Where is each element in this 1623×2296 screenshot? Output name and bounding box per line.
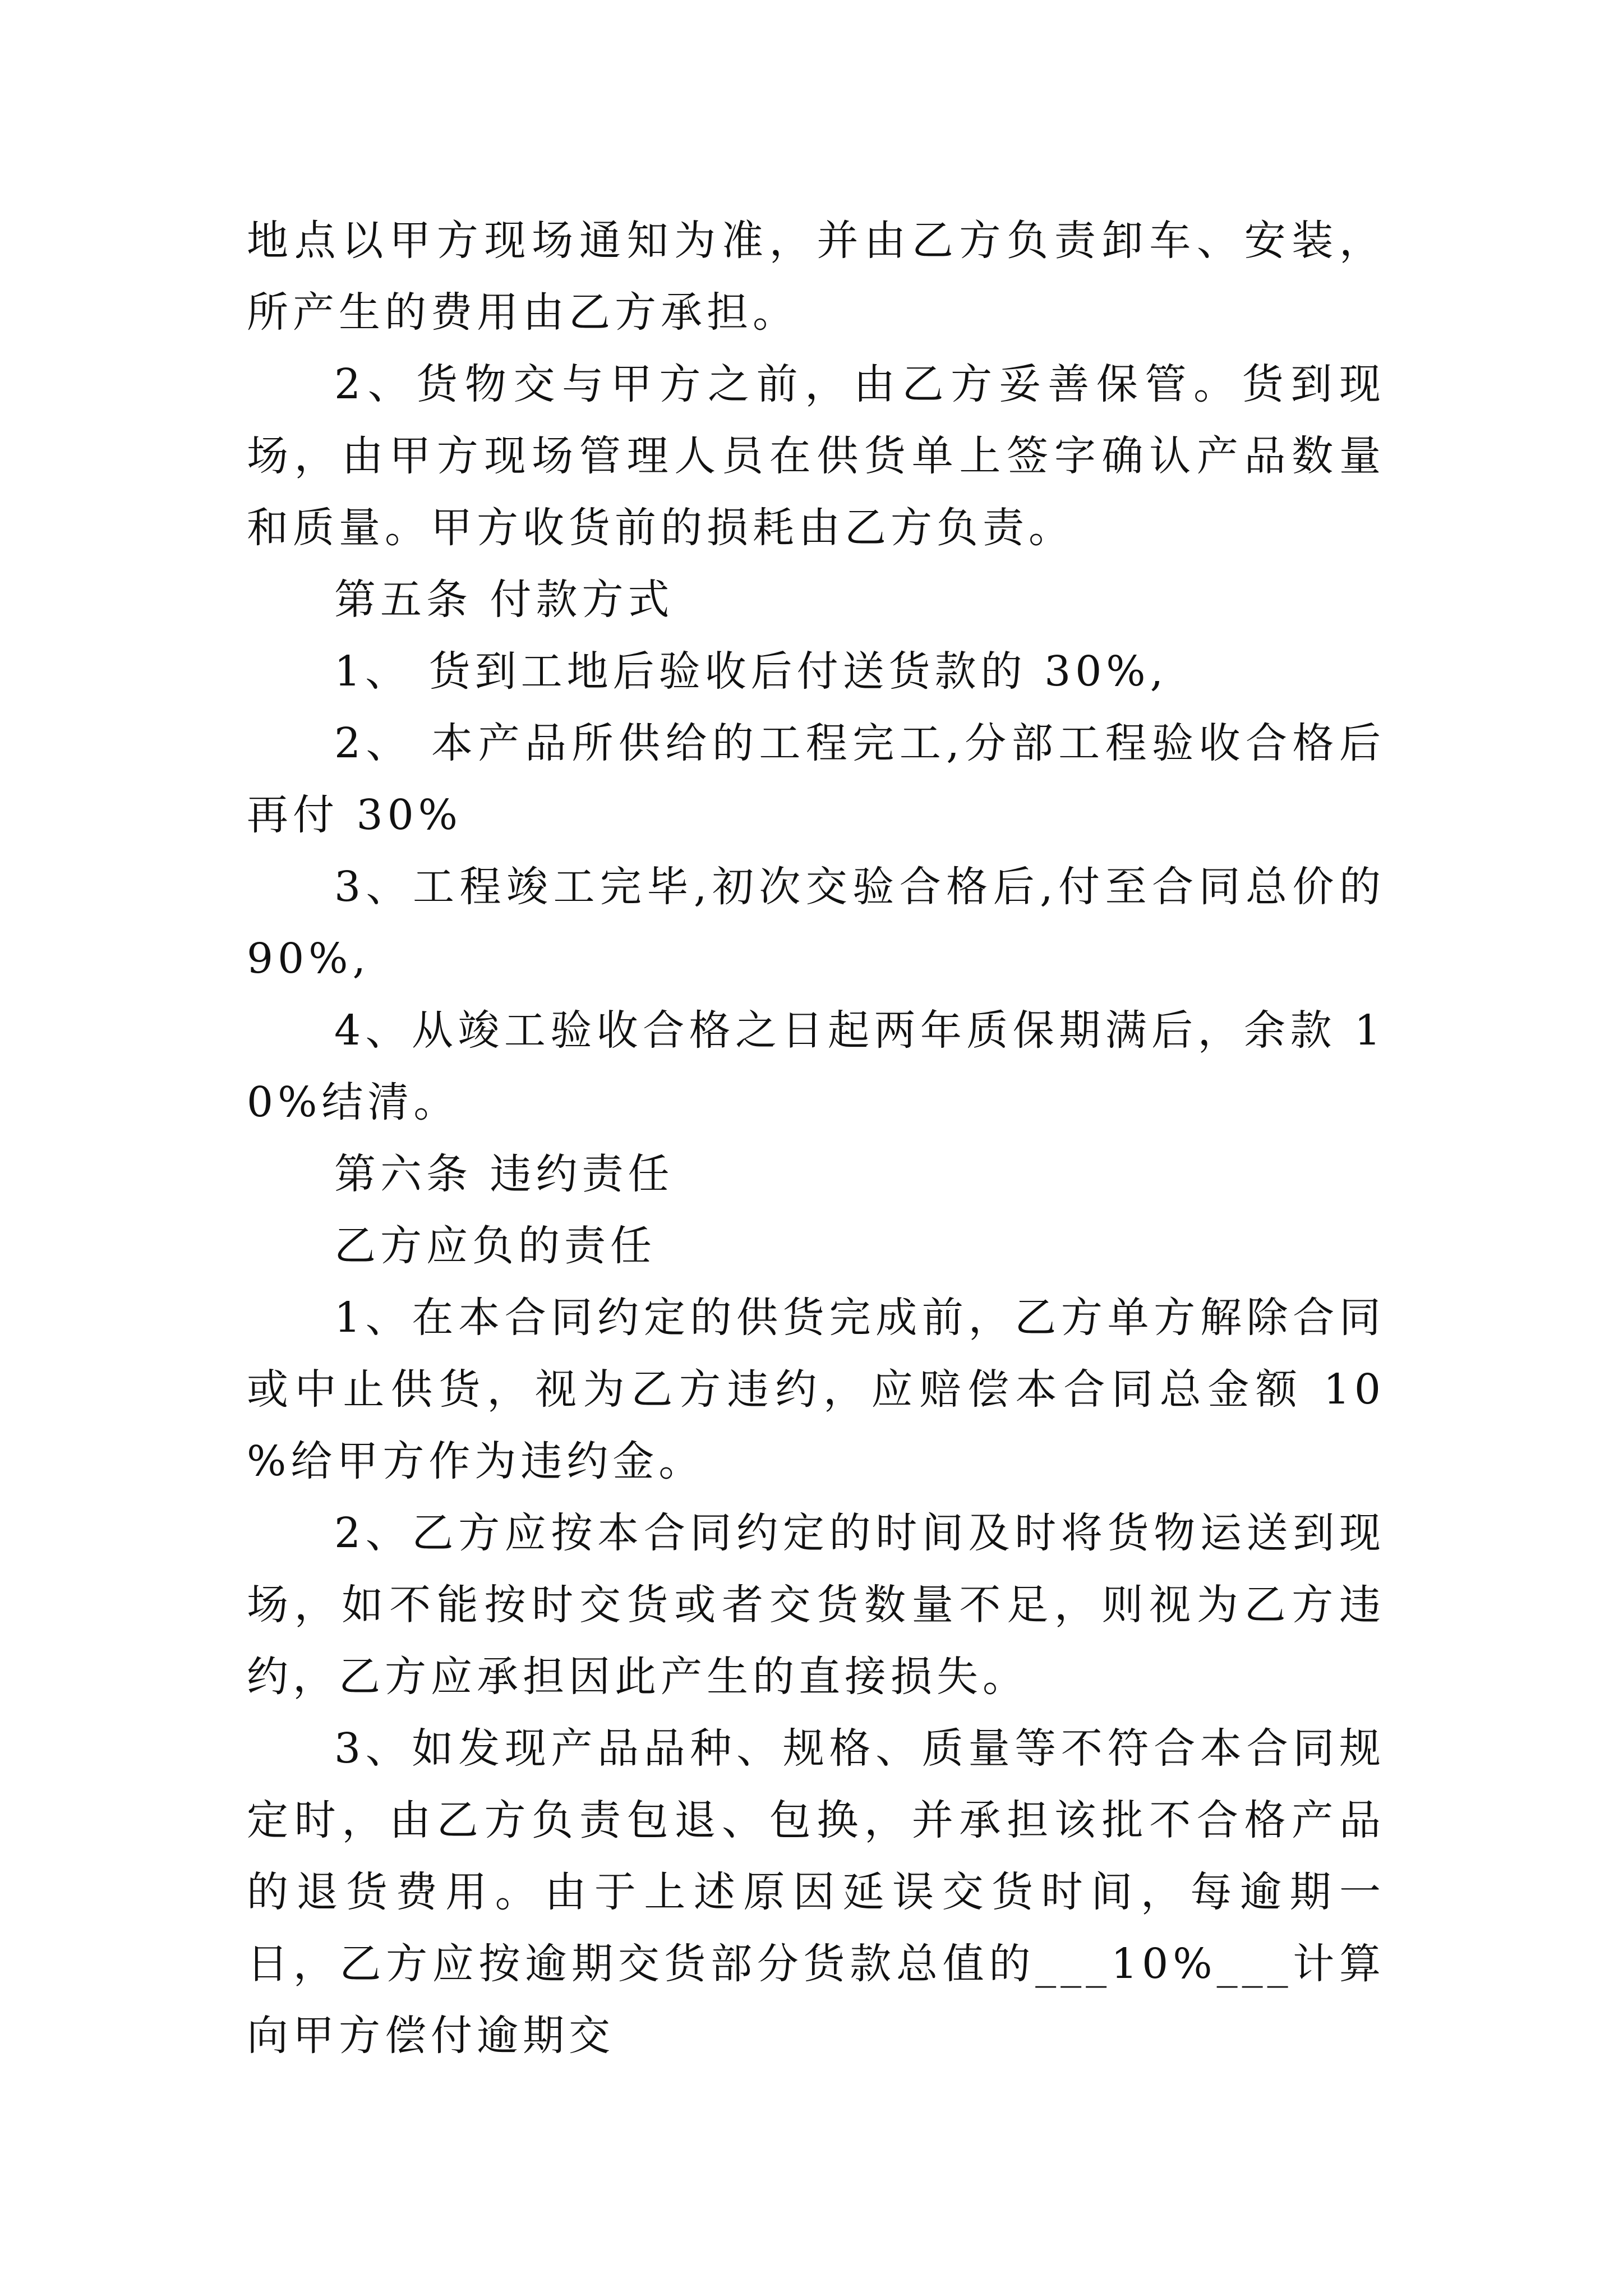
paragraph: 4、从竣工验收合格之日起两年质保期满后，余款 10%结清。 — [247, 1006, 1385, 1126]
paragraph: 1、 货到工地后验收后付送货款的 30%, — [334, 647, 1168, 696]
document-body — [247, 205, 1385, 2072]
paragraph: 3、工程竣工完毕,初次交验合格后,付至合同总价的90%, — [247, 863, 1385, 983]
paragraph: 2、乙方应按本合同约定的时间及时将货物运送到现场，如不能按时交货或者交货数量不足，则视为乙方违约，乙方应承担因此产生的直接损失。 — [247, 1509, 1385, 1701]
subheading: 乙方应负的责任 — [334, 1222, 656, 1270]
paragraph: 2、 本产品所供给的工程完工,分部工程验收合格后再付 30% — [247, 719, 1385, 839]
paragraph: 3、如发现产品品种、规格、质量等不符合本合同规定时，由乙方负责包退、包换，并承担该批不合格产品的退货费用。由于上述原因延误交货时间，每逾期一日，乙方应按逾期交货部分货款总值的___10%___计算向甲方偿付逾期交 — [247, 1724, 1385, 2060]
section-heading: 第六条 违约责任 — [334, 1150, 674, 1198]
section-heading: 第五条 付款方式 — [334, 576, 674, 624]
paragraph: 2、货物交与甲方之前，由乙方妥善保管。货到现场，由甲方现场管理人员在供货单上签字确认产品数量和质量。甲方收货前的损耗由乙方负责。 — [247, 360, 1385, 552]
paragraph: 1、在本合同约定的供货完成前，乙方单方解除合同或中止供货，视为乙方违约，应赔偿本合同总金额 10 %给甲方作为违约金。 — [247, 1294, 1385, 1485]
paragraph: 地点以甲方现场通知为准，并由乙方负责卸车、安装，所产生的费用由乙方承担。 — [247, 217, 1385, 337]
